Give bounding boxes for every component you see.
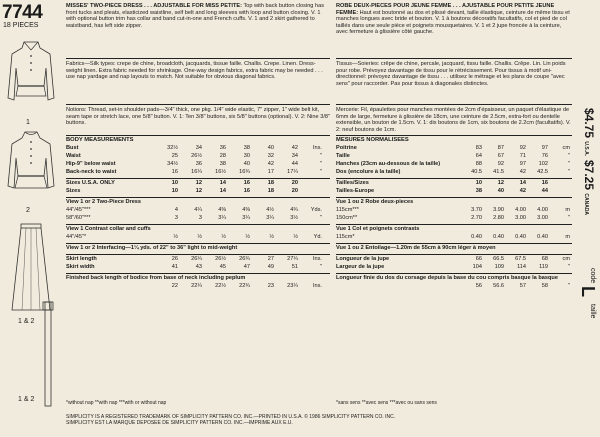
row-label: Vue 1 ou 2 Entoilage—1.20m de 55cm à 90cm léger à moyen <box>336 245 496 251</box>
finished-values <box>336 283 572 290</box>
table-cell: 16 <box>171 169 178 175</box>
table-cell: 102 <box>538 161 548 167</box>
table-cell: 114 <box>517 264 526 270</box>
table-cell: 92 <box>497 161 504 167</box>
row-label: Hanches (23cm au-dessous de la taille) <box>336 161 441 167</box>
unit-cell: " <box>568 283 570 289</box>
divider <box>66 178 330 179</box>
unit-cell: Yds. <box>310 207 322 213</box>
unit-cell: " <box>320 169 322 175</box>
divider <box>66 197 330 198</box>
row-label: Finished back length of bodice from base of neck including peplum <box>66 275 246 281</box>
row-label: View 1 or 2 Two-Piece Dress <box>66 199 142 205</box>
table-cell: 17¼ <box>287 169 298 175</box>
table-cell: ½ <box>221 234 226 240</box>
table-cell: 12 <box>497 180 504 186</box>
interfacing-row <box>336 245 572 252</box>
table-cell: 56.6 <box>493 283 504 289</box>
unit-cell: " <box>320 264 322 270</box>
table-cell: 119 <box>539 264 548 270</box>
table-cell: 45 <box>219 264 226 270</box>
table-cell: 27 <box>267 256 274 262</box>
table-row <box>66 153 330 160</box>
table-cell: 10 <box>171 180 178 186</box>
divider <box>66 135 330 136</box>
row-label: Sizes <box>66 188 81 194</box>
divider <box>336 197 572 198</box>
table-cell: 22 <box>171 283 178 289</box>
table-cell: 3.00 <box>515 215 526 221</box>
unit-cell: Ins. <box>312 283 322 289</box>
unit-cell: " <box>568 215 570 221</box>
table-cell: 42.5 <box>537 169 548 175</box>
row-label: Largeur de la jupe <box>336 264 385 270</box>
table-row <box>66 161 330 168</box>
english-notions: Notions: Thread, set-in shoulder pads—3/4" thick, one pkg. 1/4" wide elastic, 7" zipper, 1" wide belt kit, seam tape or stretch lace, one 5/8" button. V. 1: Ten 3/8" buttons, six 5/8" buttons (optional). V. 2: Nine 3/8" buttons. <box>66 107 330 127</box>
table-cell: 14 <box>219 180 226 186</box>
table-row <box>66 234 330 241</box>
row-label: 58"/60"*** <box>66 215 91 221</box>
table-cell: 16 <box>243 180 250 186</box>
table-cell: 51 <box>291 264 298 270</box>
table-cell: 83 <box>475 145 482 151</box>
unit-cell: m <box>565 207 570 213</box>
table-cell: 26 <box>171 256 178 262</box>
table-cell: 3 <box>174 215 178 221</box>
sizes-row <box>336 180 572 187</box>
row-label: 115cm* <box>336 234 355 240</box>
table-cell: 3.90 <box>493 207 504 213</box>
table-cell: 16 <box>243 188 250 194</box>
divider <box>336 178 572 179</box>
divider <box>66 254 330 255</box>
table-cell: 44 <box>291 161 298 167</box>
table-cell: 26¾ <box>239 256 250 262</box>
table-cell: 68 <box>541 256 548 262</box>
figure-label-2: 2 <box>26 207 30 214</box>
view-header <box>66 199 330 206</box>
table-cell: 87 <box>497 145 504 151</box>
table-cell: 16½ <box>215 169 226 175</box>
row-label: Vue 1 ou 2 Robe deux-pieces <box>336 199 414 205</box>
size-code-letter: L <box>578 286 598 297</box>
unit-cell: " <box>320 161 322 167</box>
table-cell: 4½ <box>266 207 274 213</box>
table-row <box>336 264 572 271</box>
french-column <box>336 0 572 437</box>
table-cell: 14 <box>219 188 226 194</box>
row-label: View 1 or 2 Interfacing—1¼ yds. of 22" to 36" light to mid-weight <box>66 245 238 251</box>
table-cell: 0.40 <box>515 234 526 240</box>
french-title: ROBE DEUX-PIECES POUR JEUNE FEMME . . . AJUSTABLE POUR PETITE JEUNE FEMME: <box>336 3 555 16</box>
size-code-label: code <box>589 268 596 284</box>
unit-cell: cm <box>562 256 570 262</box>
row-label: Tailles/Sizes <box>336 180 369 186</box>
table-cell: 3.00 <box>537 215 548 221</box>
sizes-row <box>66 180 330 187</box>
row-label: Skirt width <box>66 264 95 270</box>
divider <box>336 104 572 105</box>
english-column <box>66 0 330 437</box>
table-cell: 16¾ <box>239 169 250 175</box>
table-cell: 32 <box>267 153 274 159</box>
row-label: Skirt length <box>66 256 97 262</box>
table-cell: 20 <box>291 180 298 186</box>
table-cell: 43 <box>195 264 202 270</box>
table-cell: 23¼ <box>287 283 298 289</box>
table-cell: 3 <box>198 215 202 221</box>
table-cell: 42 <box>291 145 298 151</box>
table-cell: 42 <box>519 169 526 175</box>
table-cell: 57 <box>519 283 526 289</box>
table-cell: 10 <box>171 188 178 194</box>
footer-line-1: SIMPLICITY IS A REGISTERED TRADEMARK OF SIMPLICITY PATTERN CO. INC.—PRINTED IN U.S.A. © 1986 SIMPLICITY PATTERN CO. INC. <box>66 414 396 420</box>
table-cell: 17 <box>267 169 274 175</box>
table-cell: 0.40 <box>493 234 504 240</box>
french-body-header: MESURES NORMALISEES <box>336 137 409 143</box>
table-cell: 22¾ <box>239 283 250 289</box>
table-cell: 104 <box>472 264 482 270</box>
row-label: 44"/45"*** <box>66 207 91 213</box>
table-cell: 71 <box>519 153 526 159</box>
row-label: Longueur finie du dos du corsage depuis la base du cou compris basque la basque <box>336 275 558 281</box>
table-cell: 0.40 <box>471 234 482 240</box>
table-cell: ½ <box>269 234 274 240</box>
divider <box>336 58 572 59</box>
table-cell: 26¼ <box>191 256 202 262</box>
table-cell: 66.5 <box>493 256 504 262</box>
row-label: Tailles-Europe <box>336 188 375 194</box>
divider <box>66 273 330 274</box>
row-label: Poitrine <box>336 145 357 151</box>
divider <box>336 135 572 136</box>
english-description: Top with back button closing has front tucks and pleats, elasticized waistline, self belt and long sleeves with loop and button closing. V. 1 with optional button trim has collar and band cut-in-one and French cuffs. V. 1 and 2 skirt gathered to waistband, has left side zipper. <box>66 3 324 29</box>
sizes-row <box>66 188 330 195</box>
table-cell: 12 <box>195 188 202 194</box>
row-label: Dos (encolure à la taille) <box>336 169 401 175</box>
table-cell: 16¼ <box>191 169 202 175</box>
table-row <box>336 256 572 263</box>
price-usa: $4.75 U.S.A. <box>582 108 596 157</box>
unit-cell: " <box>568 264 570 270</box>
unit-cell: m <box>565 234 570 240</box>
divider <box>66 104 330 105</box>
table-cell: 20 <box>291 188 298 194</box>
row-label: Longueur de la jupe <box>336 256 390 262</box>
table-cell: 26½ <box>191 153 202 159</box>
view-header <box>336 199 572 206</box>
table-cell: 18 <box>267 188 274 194</box>
divider <box>66 224 330 225</box>
table-cell: 0.40 <box>537 234 548 240</box>
table-row <box>336 207 572 214</box>
table-cell: 25 <box>171 153 178 159</box>
table-cell: 30 <box>243 153 250 159</box>
table-cell: 40.5 <box>471 169 482 175</box>
view-header <box>66 226 330 233</box>
french-fabrics: Tissus—Soieries: crêpe de chine, percale, jacquard, tissu faille. Challis. Crêpe. Lin. Lin poids pour robe. Prévoyez davantage de tissu pour le rétrécissement. Pour tissus à motif uni-directionnel: prévoyez davantage de tissu . . . utilisez le métrage et les plans de coupe "avec sens" pour raccorder. Pas pour tissus à diagonales distinctes. <box>336 61 566 87</box>
table-cell: 18 <box>267 180 274 186</box>
table-cell: 64 <box>475 153 482 159</box>
english-description-block <box>66 3 330 29</box>
row-label: 44"/45"* <box>66 234 87 240</box>
table-row <box>336 145 572 152</box>
table-row <box>336 215 572 222</box>
left-column <box>0 0 62 437</box>
table-cell: 32½ <box>167 145 178 151</box>
unit-cell: cm <box>562 145 570 151</box>
row-label: Back-neck to waist <box>66 169 117 175</box>
table-cell: 38 <box>219 161 226 167</box>
row-label: Vue 1 Col et poignets contrasts <box>336 226 420 232</box>
table-cell: 27¼ <box>287 256 298 262</box>
table-cell: 58 <box>541 283 548 289</box>
table-cell: 4¼ <box>194 207 202 213</box>
row-label: 115cm*** <box>336 207 359 213</box>
table-cell: 36 <box>195 161 202 167</box>
table-cell: 22½ <box>215 283 226 289</box>
finished-label <box>336 275 572 282</box>
table-row <box>336 153 572 160</box>
table-cell: 3¼ <box>242 215 250 221</box>
table-cell: 44 <box>541 188 548 194</box>
unit-cell: " <box>320 153 322 159</box>
table-cell: 4⅜ <box>218 207 226 213</box>
table-cell: 4 <box>174 207 178 213</box>
english-fabrics: Fabrics—Silk types: crepe de chine, broadcloth, jacquards, tissue faille. Challis. Crepe. Linen. Dress-weight linen. Extra fabric needed for shrinkage. One-way design fabrics, extra fabric may be needed . . . use nap yardage and nap layouts to match. Not suitable for obvious diagonal fabrics. <box>66 61 323 81</box>
table-cell: 38 <box>243 145 250 151</box>
table-cell: 3¼ <box>266 215 274 221</box>
table-cell: 41.5 <box>493 169 504 175</box>
price-strip <box>574 0 600 437</box>
table-cell: 3½ <box>290 215 298 221</box>
figure-label-1-2-skirt: 1 & 2 <box>18 318 35 325</box>
row-label: View 1 Contrast collar and cuffs <box>66 226 151 232</box>
table-cell: 42 <box>267 161 274 167</box>
price-canada: $7.25 CANADA <box>582 160 596 216</box>
french-footnote: *sans sens **avec sens ***avec ou sans sens <box>336 400 437 406</box>
row-label: Sizes U.S.A. ONLY <box>66 180 115 186</box>
table-cell: 3¼ <box>218 215 226 221</box>
unit-cell: " <box>568 169 570 175</box>
size-code-taille: taille <box>589 304 596 319</box>
table-cell: 2.70 <box>471 215 482 221</box>
table-cell: 22¼ <box>191 283 202 289</box>
table-cell: 97 <box>519 161 526 167</box>
row-label: Taille <box>336 153 350 159</box>
table-cell: 3.70 <box>471 207 482 213</box>
english-footnote: *without nap **with nap ***with or without nap <box>66 400 167 406</box>
table-cell: 41 <box>171 264 178 270</box>
divider <box>336 254 572 255</box>
table-cell: 42 <box>519 188 526 194</box>
table-cell: 40 <box>267 145 274 151</box>
divider <box>336 224 572 225</box>
row-label: Hip-9" below waist <box>66 161 116 167</box>
table-cell: 92 <box>519 145 526 151</box>
table-row <box>66 207 330 214</box>
figure-label-1-2-belt: 1 & 2 <box>18 396 35 403</box>
finished-values <box>66 283 330 290</box>
table-row <box>66 215 330 222</box>
table-cell: 34½ <box>167 161 178 167</box>
row-label: Waist <box>66 153 81 159</box>
footer-line-2: SIMPLICITY EST LA MARQUE DEPOSEE DE SIMPLICITY PATTERN CO. INC.—IMPRIME AUX E.U. <box>66 420 293 426</box>
unit-cell: " <box>568 161 570 167</box>
sizes-row <box>336 188 572 195</box>
finished-label <box>66 275 330 282</box>
unit-cell: Ins. <box>312 256 322 262</box>
belt-drawing <box>40 300 56 410</box>
table-cell: 23 <box>267 283 274 289</box>
table-row <box>66 169 330 176</box>
table-cell: 38 <box>475 188 482 194</box>
divider <box>336 243 572 244</box>
table-cell: 4⅜ <box>242 207 250 213</box>
table-cell: 28 <box>219 153 226 159</box>
view2-top-drawing <box>4 128 58 206</box>
table-cell: 14 <box>519 180 526 186</box>
english-title: MISSES' TWO-PIECE DRESS . . . ADJUSTABLE FOR MISS PETITE: <box>66 3 242 9</box>
table-cell: 40 <box>497 188 504 194</box>
divider <box>66 243 330 244</box>
table-cell: 97 <box>541 145 548 151</box>
divider <box>66 58 330 59</box>
table-cell: 12 <box>195 180 202 186</box>
table-cell: 49 <box>267 264 274 270</box>
english-body-header: BODY MEASUREMENTS <box>66 137 134 143</box>
figure-label-1: 1 <box>26 119 30 126</box>
table-row <box>66 145 330 152</box>
row-label: 150cm** <box>336 215 358 221</box>
interfacing-row <box>66 245 330 252</box>
table-cell: 16 <box>541 180 548 186</box>
table-cell: 4¾ <box>290 207 298 213</box>
table-cell: ½ <box>197 234 202 240</box>
table-cell: 4.00 <box>537 207 548 213</box>
pattern-number: 7744 <box>2 2 43 23</box>
table-row <box>336 234 572 241</box>
unit-cell: Ins. <box>312 145 322 151</box>
french-description: Haut est boutonné au dos et plissé devant, taille élastique, ceinture de même tissu et manches longues avec bride et bouton. V. 1 à boutons décoratifs facultatifs, col et pied de col taillés dans une seule pièce et poignets mousquetaires. V. 1 et 2 jupe froncée à la ceinture, avec fermeture à glissière côté gauche. <box>336 9 570 36</box>
unit-cell: Yd. <box>313 234 322 240</box>
table-cell: 67 <box>497 153 504 159</box>
divider <box>336 273 572 274</box>
table-cell: ½ <box>173 234 178 240</box>
unit-cell: " <box>568 153 570 159</box>
table-cell: ½ <box>293 234 298 240</box>
table-row <box>66 256 330 263</box>
table-cell: 109 <box>494 264 504 270</box>
french-notions: Mercerie: Fil, épaulettes pour manches montées de 2cm d'épaisseur, un paquet d'élastique de 6mm de large, fermeture à glissière de 18cm, une ceinture de 2.5cm, extra-fort ou dentelle extensible, un bouton de 1.5cm. V. 1: dix boutons de 1cm, six boutons de 2.2cm (facultatifs). V. 2: neuf boutons de 1cm. <box>336 107 571 133</box>
table-cell: 76 <box>541 153 548 159</box>
table-cell: 67.5 <box>515 256 526 262</box>
table-cell: 40 <box>243 161 250 167</box>
view-header <box>336 226 572 233</box>
table-cell: ½ <box>245 234 250 240</box>
table-row <box>336 161 572 168</box>
french-description-block <box>336 3 572 36</box>
table-cell: 66 <box>475 256 482 262</box>
table-cell: 47 <box>243 264 250 270</box>
table-cell: 56 <box>475 283 482 289</box>
table-cell: 4.00 <box>515 207 526 213</box>
table-cell: 88 <box>475 161 482 167</box>
view1-top-drawing <box>4 38 58 116</box>
unit-cell: " <box>320 215 322 221</box>
row-label: Bust <box>66 145 79 151</box>
table-row <box>336 169 572 176</box>
table-cell: 36 <box>219 145 226 151</box>
table-cell: 34 <box>195 145 202 151</box>
table-cell: 2.80 <box>493 215 504 221</box>
table-cell: 10 <box>475 180 482 186</box>
table-cell: 34 <box>291 153 298 159</box>
footer <box>66 414 572 426</box>
table-cell: 26½ <box>215 256 226 262</box>
pieces-count: 18 PIECES <box>3 22 39 29</box>
table-row <box>66 264 330 271</box>
